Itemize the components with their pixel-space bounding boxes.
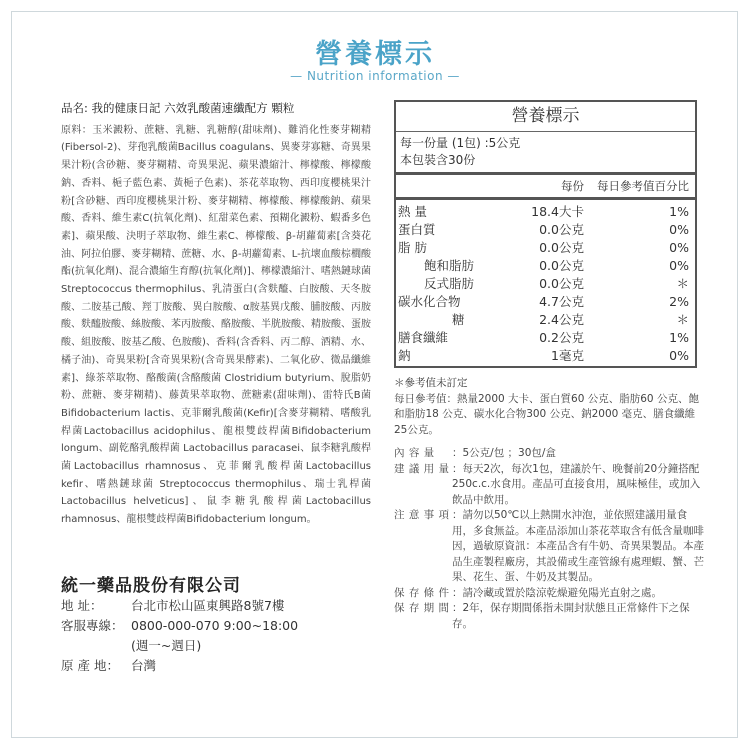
product-details (394, 446, 704, 632)
detail-label: 保 存 條 件 (394, 586, 450, 599)
nutrition-row (396, 221, 695, 239)
origin-value: 台灣 (131, 658, 157, 673)
nutrient-daily-value: 0% (669, 222, 689, 237)
product-name: 品名: 我的健康日記 六效乳酸菌速纖配方 顆粒 (61, 101, 295, 115)
nutrient-value: 0.2公克 (539, 330, 584, 345)
nutrient-name: 碳水化合物 (398, 294, 461, 309)
nutrition-table (394, 100, 697, 368)
detail-label: 內 容 量 (394, 447, 435, 459)
nutrition-row (396, 257, 695, 275)
nutrient-value: 0.0公克 (539, 276, 584, 291)
reference-note-text: 每日參考值：熱量2000 大卡、蛋白質60 公克、脂肪60 公克、飽和脂肪18 公克、碳水化合物300 公克、鈉2000 毫克、膳食纖維25公克。 (394, 392, 699, 436)
page-subtitle: — Nutrition information — (290, 69, 460, 83)
nutrient-name: 膳食纖維 (398, 330, 449, 345)
nutrient-value: 18.4大卡 (531, 204, 584, 219)
nutrition-rows (396, 200, 695, 365)
nutrient-name: 脂 肪 (398, 240, 427, 255)
detail-row (394, 586, 704, 602)
nutrient-name: 飽和脂肪 (424, 258, 475, 273)
hotline-value: 0800-000-070 9:00~18:00 (131, 618, 299, 633)
nutrient-name: 鈉 (398, 348, 411, 363)
detail-value: ：5公克/包 ；30包/盒 (452, 447, 556, 459)
nutrient-value: 1毫克 (551, 348, 584, 363)
nutrition-table-title: 營養標示 (396, 102, 695, 132)
ingredients-text: 原料：玉米澱粉、蔗糖、乳糖、乳糖醇(甜味劑)、難消化性麥芽糊精(Fibersol-2)、芽孢乳酸菌Bacillus coagulans、異麥芽寡糖、奇異果果汁粉(含砂糖、麥芽糊精、奇異果泥、蘋果濃縮汁、檸檬酸、檸檬酸鈉、香料、梔子藍色素、黃梔子色素)、茶花萃取物、西印度櫻桃果汁粉[含砂糖、西印度櫻桃果汁粉、麥芽糊精、檸檬酸、檸檬酸鈉、蘋果酸、香料、維生素C(抗氧化劑)、紅甜菜色素、預糊化澱粉、蝦番多色素]、蘋果酸、決明子萃取物、維生素C、檸檬酸、β-胡蘿蔔素[含葵花油、阿拉伯膠、麥芽糊精、蔗糖、水、β-胡蘿蔔素、L-抗壞血酸棕櫚酸酯(抗氧化劑)、混合濃縮生育醇(抗氧化劑)]、檸檬濃縮汁、嗜熱鏈球菌 Streptococcus thermophilus、乳清蛋白(含麩醯、白胺酸、天冬胺酸、二胺基己酸、羥丁胺酸、異白胺酸、α胺基異戊酸、脯胺酸、丙胺酸、麩醯胺酸、絲胺酸、苯丙胺酸、酪胺酸、半胱胺酸、精胺酸、蛋胺酸、組胺酸、胺基乙酸、色胺酸)、香料(含香料、丙二醇、酒精、水、橘子油)、奇異果粉[含奇異果粉(含奇異果酵素)、二氧化矽、微晶纖維素]、綠茶萃取物、酪酸菌(含酪酸菌 Clostridium butyrium、脫脂奶粉、蔗糖、麥芽糊精)、藤黃果萃取物、蔗糖素(甜味劑)、雷特氏B菌Bifidobacterium lactis、克菲爾乳酸菌(Kefir)[含麥芽糊精、嗜酸乳桿菌Lactobacillus acidophilus、龍根雙歧桿菌Bifidobacterium longum、副乾酪乳酸桿菌 Lactobacillus paracasei、鼠李糖乳酸桿菌Lactobacillus rhamnosus、克菲爾乳酸桿菌Lactobacillus kefir、嗜熱鏈球菌 Streptococcus thermophilus、瑞士乳桿菌Lactobacillus helveticus]、鼠李糖乳酸桿菌Lactobacillus rhamnosus、龍根雙歧桿菌Bifidobacterium longum。 (61, 124, 371, 526)
nutrition-row (396, 347, 695, 365)
nutrition-column-header (396, 172, 695, 200)
nutrient-daily-value: 1% (669, 204, 689, 219)
nutrient-name: 糖 (452, 312, 465, 327)
servings-per-pack: 本包裝含30份 (400, 153, 476, 167)
detail-row (394, 601, 704, 632)
nutrient-name: 熱 量 (398, 204, 427, 219)
nutrition-row (396, 329, 695, 347)
nutrient-daily-value: ＊ (676, 276, 689, 291)
product-info (61, 100, 371, 529)
hotline-days: (週一~週日) (131, 638, 202, 653)
nutrition-row (396, 293, 695, 311)
nutrient-daily-value: 0% (669, 240, 689, 255)
nutrient-daily-value: ＊ (676, 312, 689, 327)
nutrient-daily-value: 2% (669, 294, 689, 309)
serving-size: 每一份量 (1包) :5公克 (400, 136, 521, 150)
address-row (61, 596, 298, 616)
company-contact (61, 596, 298, 676)
hotline-days-row (61, 636, 298, 656)
hotline-label: 客服專線： (61, 618, 124, 633)
nutrient-daily-value: 0% (669, 258, 689, 273)
nutrient-value: 2.4公克 (539, 312, 584, 327)
nutrition-row (396, 239, 695, 257)
serving-info (396, 132, 695, 172)
company-name: 統一藥品股份有限公司 (61, 576, 241, 596)
nutrient-daily-value: 0% (669, 348, 689, 363)
detail-label: 注 意 事 項 (394, 509, 450, 521)
detail-row (394, 462, 704, 509)
address-value: 台北市松山區東興路8號7樓 (131, 598, 285, 613)
nutrition-row (396, 275, 695, 293)
detail-label: 保 存 期 間 (394, 602, 450, 614)
nutrition-row (396, 203, 695, 221)
hotline-row (61, 616, 298, 636)
nutrient-value: 0.0公克 (539, 258, 584, 273)
reference-and-info (394, 376, 704, 632)
detail-label: 建 議 用 量 (394, 462, 450, 475)
origin-label: 原 產 地： (61, 658, 119, 673)
nutrient-value: 4.7公克 (539, 294, 584, 309)
nutrient-value: 0.0公克 (539, 240, 584, 255)
nutrient-daily-value: 1% (669, 330, 689, 345)
reference-note-title: ＊參考值未訂定 (394, 377, 468, 389)
detail-row (394, 446, 704, 462)
nutrient-value: 0.0公克 (539, 222, 584, 237)
page-title: 營養標示 (315, 39, 435, 70)
col-daily-value: 每日參考值百分比 (597, 179, 689, 193)
detail-value: ：2年，保存期間係指未開封狀態且正常條件下之保存。 (452, 602, 690, 630)
detail-value: ：每天2次，每次1包，建議於午、晚餐前20分鐘搭配250c.c.水食用。產品可直接食用，風味極佳，或加入飲品中飲用。 (452, 462, 701, 506)
nutrient-name: 蛋白質 (398, 222, 436, 237)
detail-value: ：請冷藏或置於陰涼乾燥避免陽光直射之處。 (452, 586, 662, 599)
origin-row (61, 656, 298, 676)
nutrition-row (396, 311, 695, 329)
detail-value: ：請勿以50℃以上熱開水沖泡，並依照建議用量食用，多食無益。本產品添加山茶花萃取含有低含量咖啡因，過敏原資訊：本產品含有牛奶、奇異果製品。本產品生產製程廠房，其設備或生產管線有處理蝦、蟹、芒果、花生、蛋、牛奶及其製品。 (452, 509, 704, 583)
address-label: 地 址： (61, 598, 103, 613)
detail-row (394, 508, 704, 586)
col-per-serving: 每份 (561, 179, 584, 193)
nutrient-name: 反式脂肪 (424, 276, 475, 291)
